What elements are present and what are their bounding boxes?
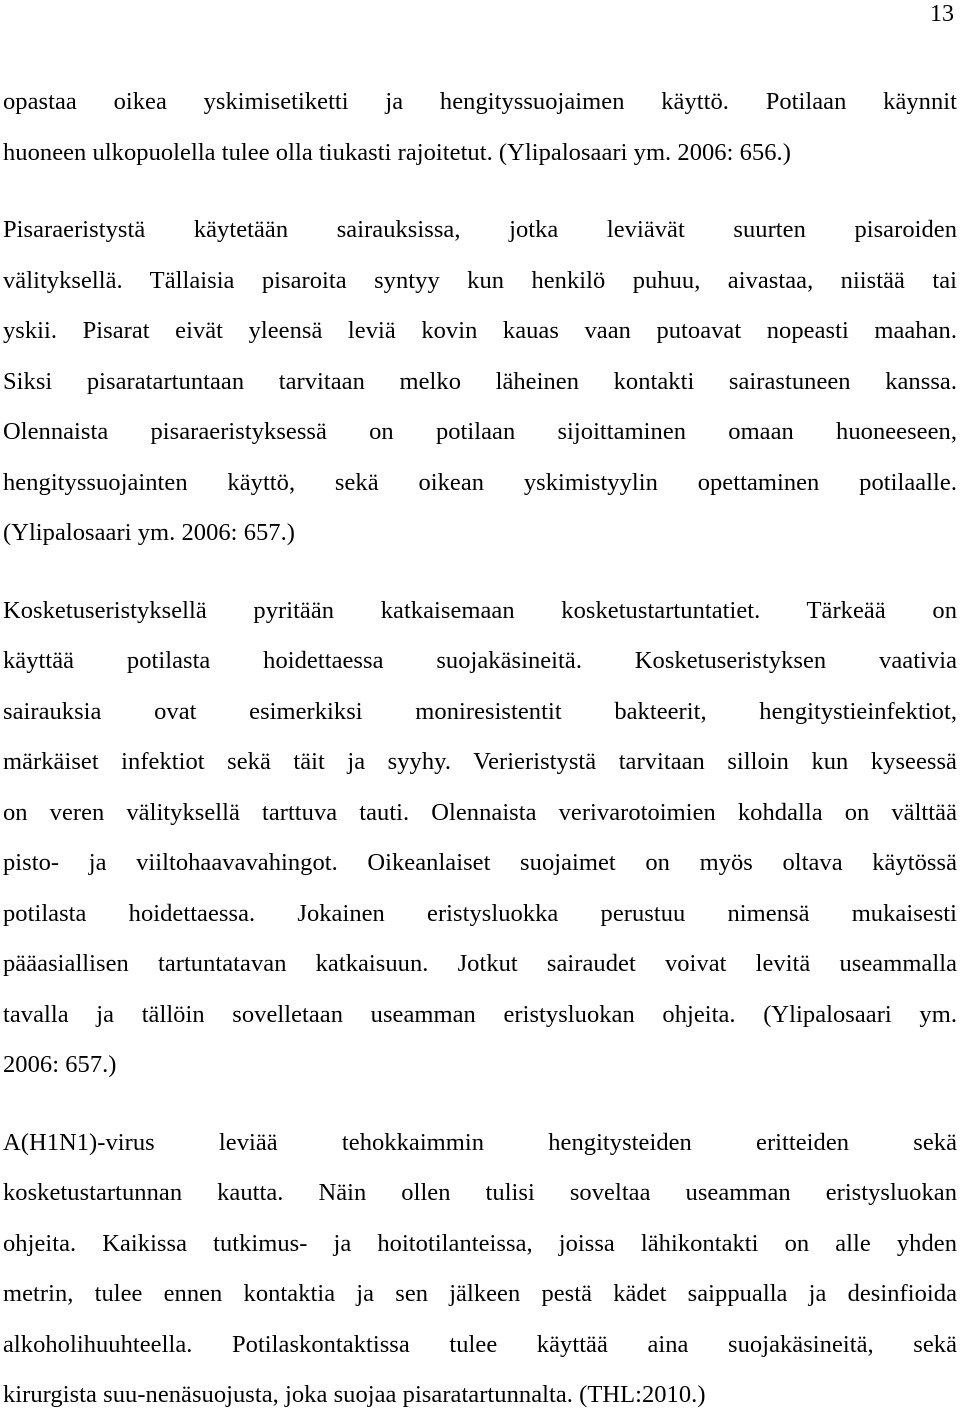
page-number: 13 xyxy=(930,1,954,27)
text-line: kosketustartunnan kautta. Näin ollen tulisi soveltaa useamman eristysluokan xyxy=(3,1179,957,1206)
text-line: A(H1N1)-virus leviää tehokkaimmin hengitysteiden eritteiden sekä xyxy=(3,1128,957,1156)
paragraph-contact-isolation xyxy=(3,586,957,1091)
text-line: hengityssuojainten käyttö, sekä oikean yskimistyylin opettaminen potilaalle. xyxy=(3,468,957,496)
text-line: pisto- ja viiltohaavavahingot. Oikeanlaiset suojaimet on myös oltava käytössä xyxy=(3,849,957,876)
text-line: Siksi pisaratartuntaan tarvitaan melko läheinen kontakti sairastuneen kanssa. xyxy=(3,367,957,395)
text-line: käyttää potilasta hoidettaessa suojakäsineitä. Kosketuseristyksen vaativia xyxy=(3,647,957,674)
text-line: potilasta hoidettaessa. Jokainen eristysluokka perustuu nimensä mukaisesti xyxy=(3,899,957,927)
paragraph-respiratory-etiquette xyxy=(3,77,957,178)
paragraph-spacer xyxy=(3,178,957,205)
text-line: huoneen ulkopuolella tulee olla tiukasti rajoitetut. (Ylipalosaari ym. 2006: 656.) xyxy=(3,138,791,166)
paragraph-spacer xyxy=(3,559,957,586)
text-line: Olennaista pisaraeristyksessä on potilaan sijoittaminen omaan huoneeseen, xyxy=(3,418,957,445)
text-line: välityksellä. Tällaisia pisaroita syntyy kun henkilö puhuu, aivastaa, niistää tai xyxy=(3,266,957,294)
text-line: alkoholihuuhteella. Potilaskontaktissa tulee käyttää aina suojakäsineitä, sekä xyxy=(3,1330,957,1358)
text-line: sairauksia ovat esimerkiksi moniresistentit bakteerit, hengitystieinfektiot, xyxy=(3,697,957,725)
document-body xyxy=(3,77,957,1421)
text-line: ohjeita. Kaikissa tutkimus- ja hoitotilanteissa, joissa lähikontakti on alle yhden xyxy=(3,1229,957,1257)
text-line: (Ylipalosaari ym. 2006: 657.) xyxy=(3,519,295,546)
text-line: yskii. Pisarat eivät yleensä leviä kovin kauas vaan putoavat nopeasti maahan. xyxy=(3,317,957,344)
text-line: on veren välityksellä tarttuva tauti. Olennaista verivarotoimien kohdalla on välttää xyxy=(3,798,957,826)
paragraph-spacer xyxy=(3,1091,957,1118)
text-line: 2006: 657.) xyxy=(3,1051,117,1078)
text-line: märkäiset infektiot sekä täit ja syyhy. Verieristystä tarvitaan silloin kun kyseessä xyxy=(3,748,957,775)
text-line: opastaa oikea yskimisetiketti ja hengityssuojaimen käyttö. Potilaan käynnit xyxy=(3,88,957,115)
text-line: kirurgista suu-nenäsuojusta, joka suojaa pisaratartunnalta. (THL:2010.) xyxy=(3,1381,706,1408)
text-line: metrin, tulee ennen kontaktia ja sen jälkeen pestä kädet saippualla ja desinfioida xyxy=(3,1280,957,1307)
text-line: tavalla ja tällöin sovelletaan useamman eristysluokan ohjeita. (Ylipalosaari ym. xyxy=(3,1000,957,1028)
text-line: Pisaraeristystä käytetään sairauksissa, jotka leviävät suurten pisaroiden xyxy=(3,216,957,243)
paragraph-h1n1 xyxy=(3,1118,957,1421)
paragraph-droplet-isolation xyxy=(3,205,957,559)
text-line: Kosketuseristyksellä pyritään katkaisemaan kosketustartuntatiet. Tärkeää on xyxy=(3,596,957,624)
text-line: pääasiallisen tartuntatavan katkaisuun. Jotkut sairaudet voivat levitä useammalla xyxy=(3,950,957,977)
